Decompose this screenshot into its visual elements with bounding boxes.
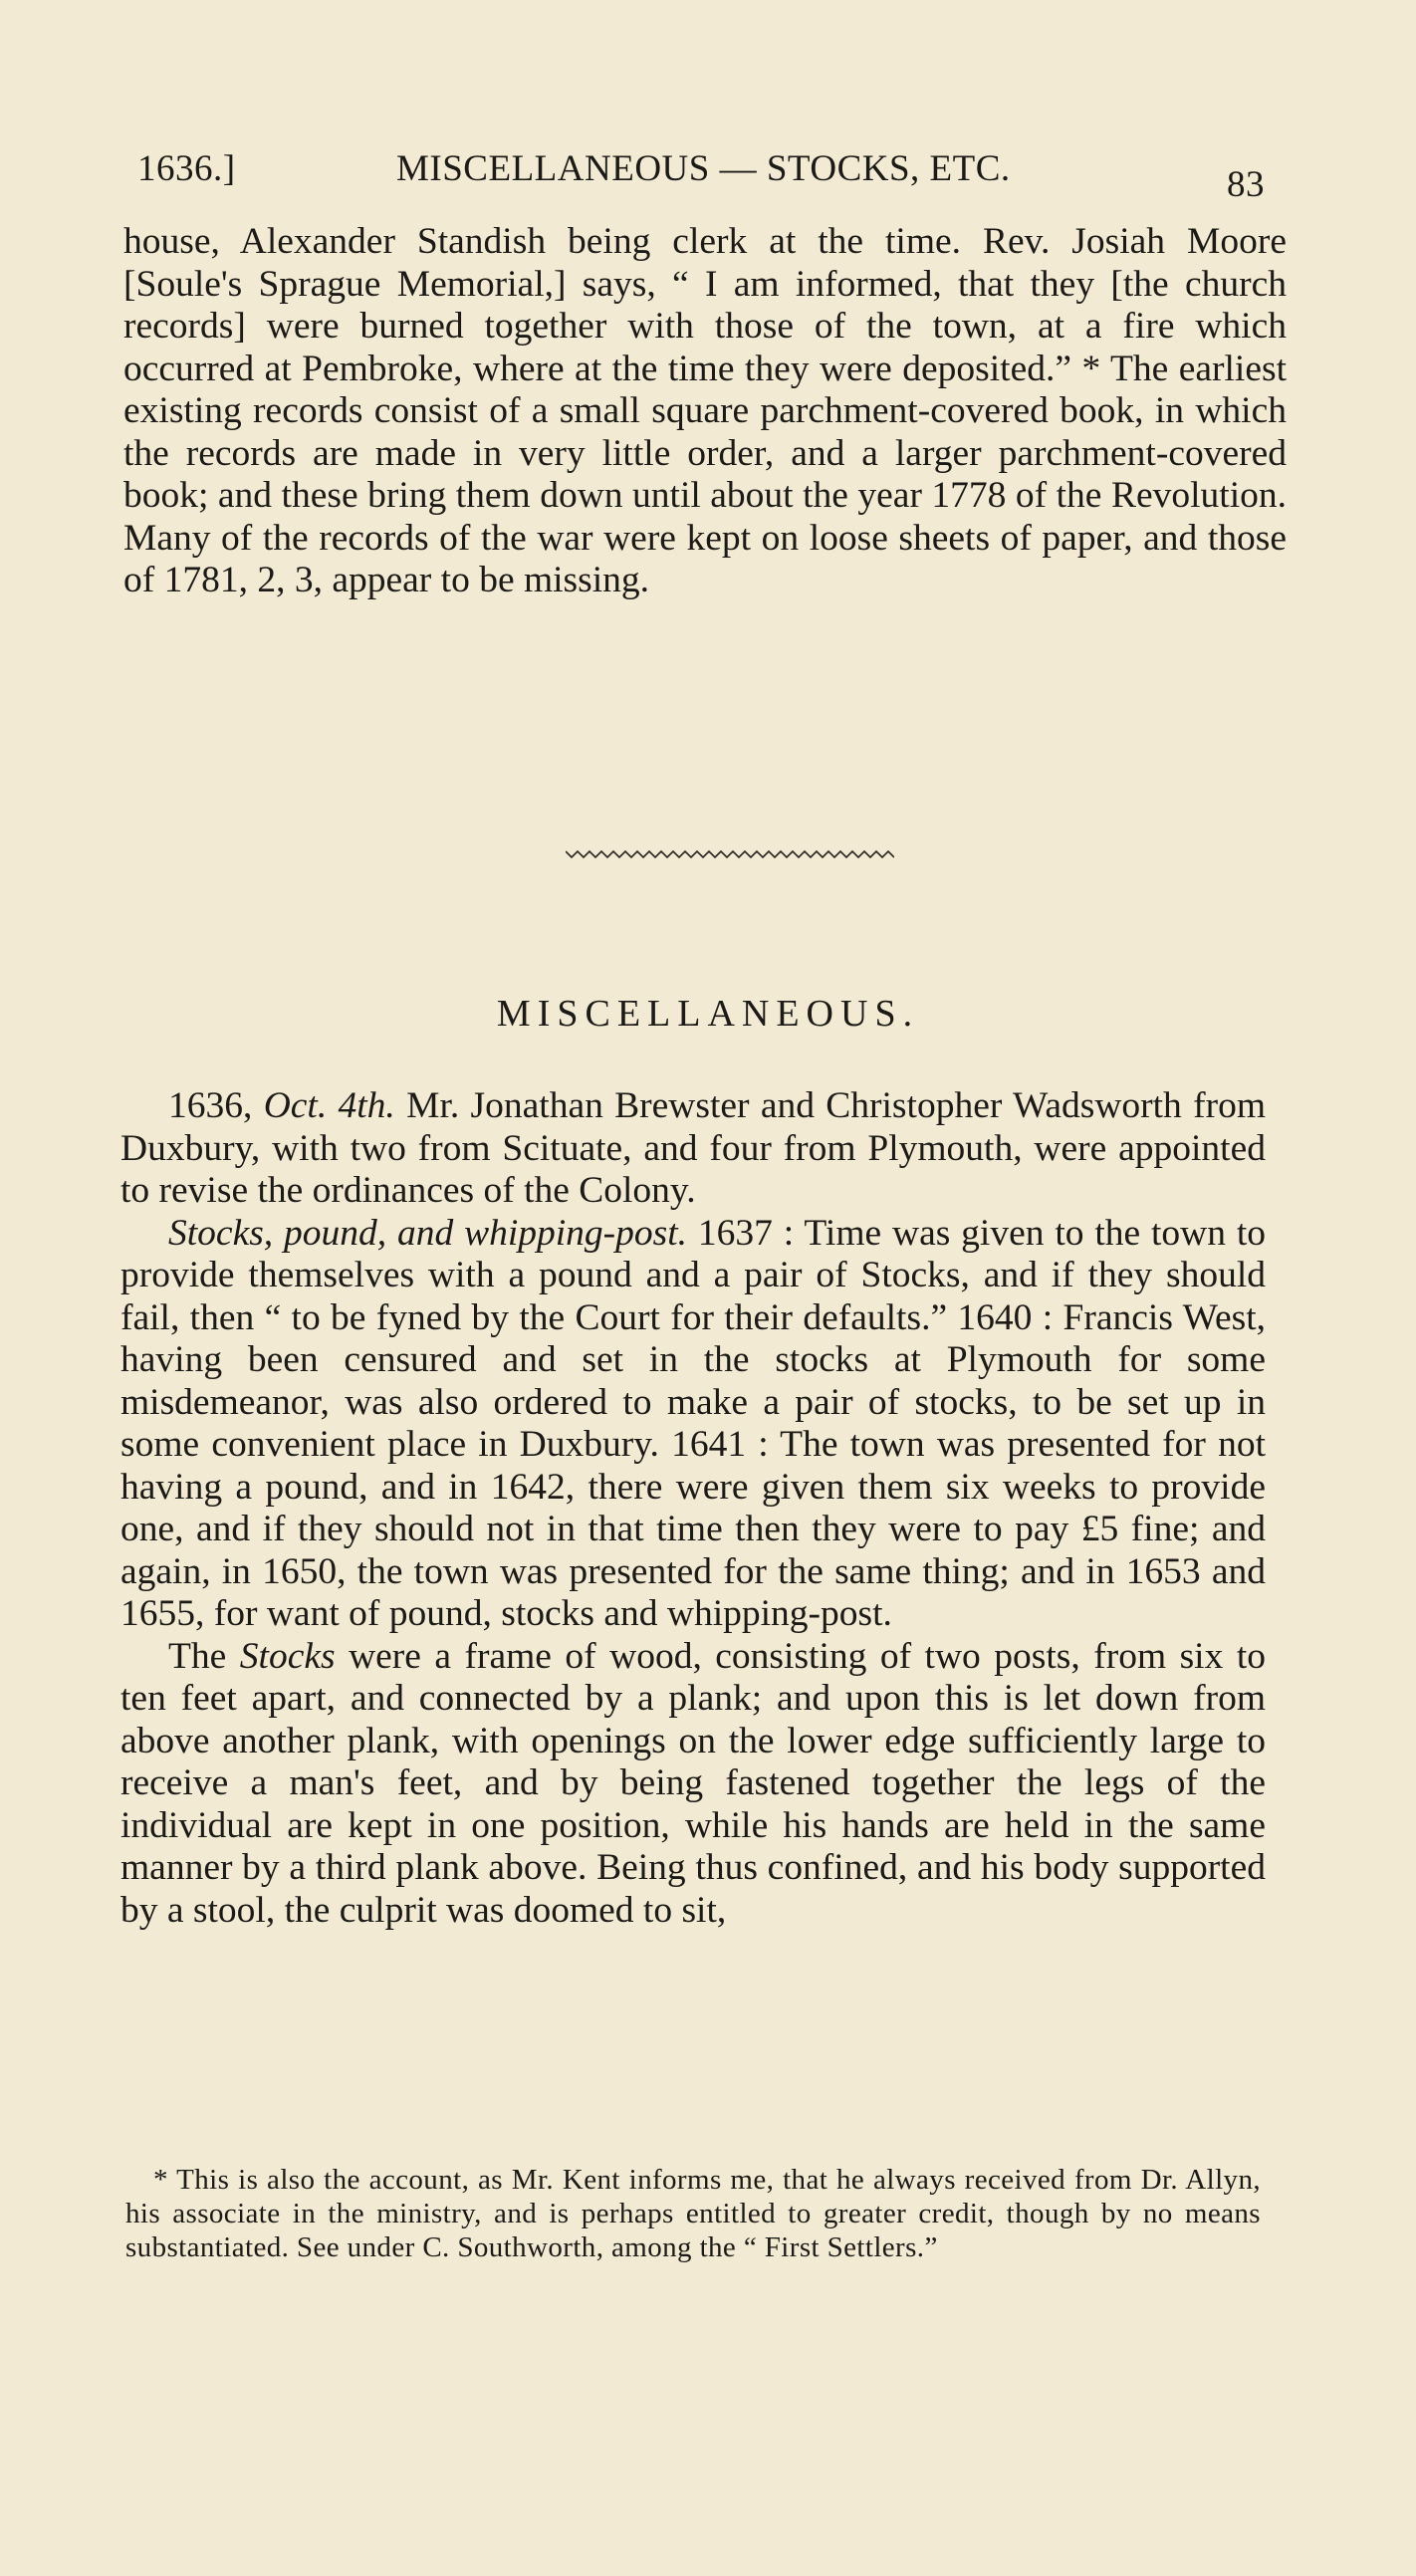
paragraph-1636-revision [120,1085,1266,1213]
paragraph-text: were a frame of wood, consisting of two posts, from six to ten feet apart, and connected by a plank; and upon this is let down from above another plank, with openings on the lower edge sufficiently large to receive a man's feet, and by being fastened together the legs of the individual are kept in one position, while his hands are held in the same manner by a third plank above. Being thus confined, and his body supported by a stool, the culprit was doomed to sit, [120,1635,1266,1931]
continued-paragraph [123,221,1287,602]
paragraph-lead: The [168,1635,240,1677]
paragraph-text: 1637 : Time was given to the town to provide themselves with a pound and a pair of Stocks, and if they should fail, then “ to be fyned by the Court for their defaults.” 1640 : Francis West, having been censured and set in the stocks at Plymouth for some misdemeanor, was also ordered to make a pair of stocks, to be set up in some convenient place in Duxbury. 1641 : The town was presented for not having a pound, and in 1642, there were given them six weeks to provide one, and if they should not in that time then they were to pay £5 fine; and again, in 1650, the town was presented for the same thing; and in 1653 and 1655, for want of pound, stocks and whipping-post. [120,1212,1266,1634]
paragraph-stocks-description [120,1636,1266,1933]
paragraph-text: Mr. Jonathan Brewster and Christopher Wadsworth from Duxbury, with two from Scituate, and four from Plymouth, were appointed to revise the ordinances of the Colony. [120,1085,1267,1211]
ornamental-divider [566,844,894,864]
paragraph-lead: 1636, [168,1085,264,1126]
topic-italic: Stocks, pound, and whipping-post. [168,1212,688,1254]
term-italic: Stocks [239,1635,336,1677]
paragraph-stocks-pound [120,1213,1266,1636]
body-text [120,1085,1266,1932]
continued-paragraph-text: house, Alexander Standish being clerk at the time. Rev. Josiah Moore [Soule's Sprague Memorial,] says, “ I am informed, that they [the church records] were burned together with those of the town, at a fire which occurred at Pembroke, where at the time they were deposited.” * The earliest existing records consist of a small square parchment-covered book, in which the records are made in very little order, and a larger parchment-covered book; and these bring them down until about the year 1778 of the Revolution. Many of the records of the war were kept on loose sheets of paper, and those of 1781, 2, 3, appear to be missing. [123,221,1287,600]
header-title: MISCELLANEOUS — STOCKS, ETC. [396,148,1011,189]
header-year: 1636.] [137,148,236,189]
section-title: MISCELLANEOUS. [496,993,920,1035]
date-italic: Oct. 4th. [263,1085,395,1126]
running-header [137,147,1265,207]
page-number: 83 [1227,164,1265,205]
footnote-text: * This is also the account, as Mr. Kent informs me, that he always received from Dr. Allyn, his associate in the ministry, and is perhaps entitled to greater credit, though by no means substantiated. See under C. Southworth, among the “ First Settlers.” [125,2164,1261,2263]
footnote [125,2163,1261,2264]
